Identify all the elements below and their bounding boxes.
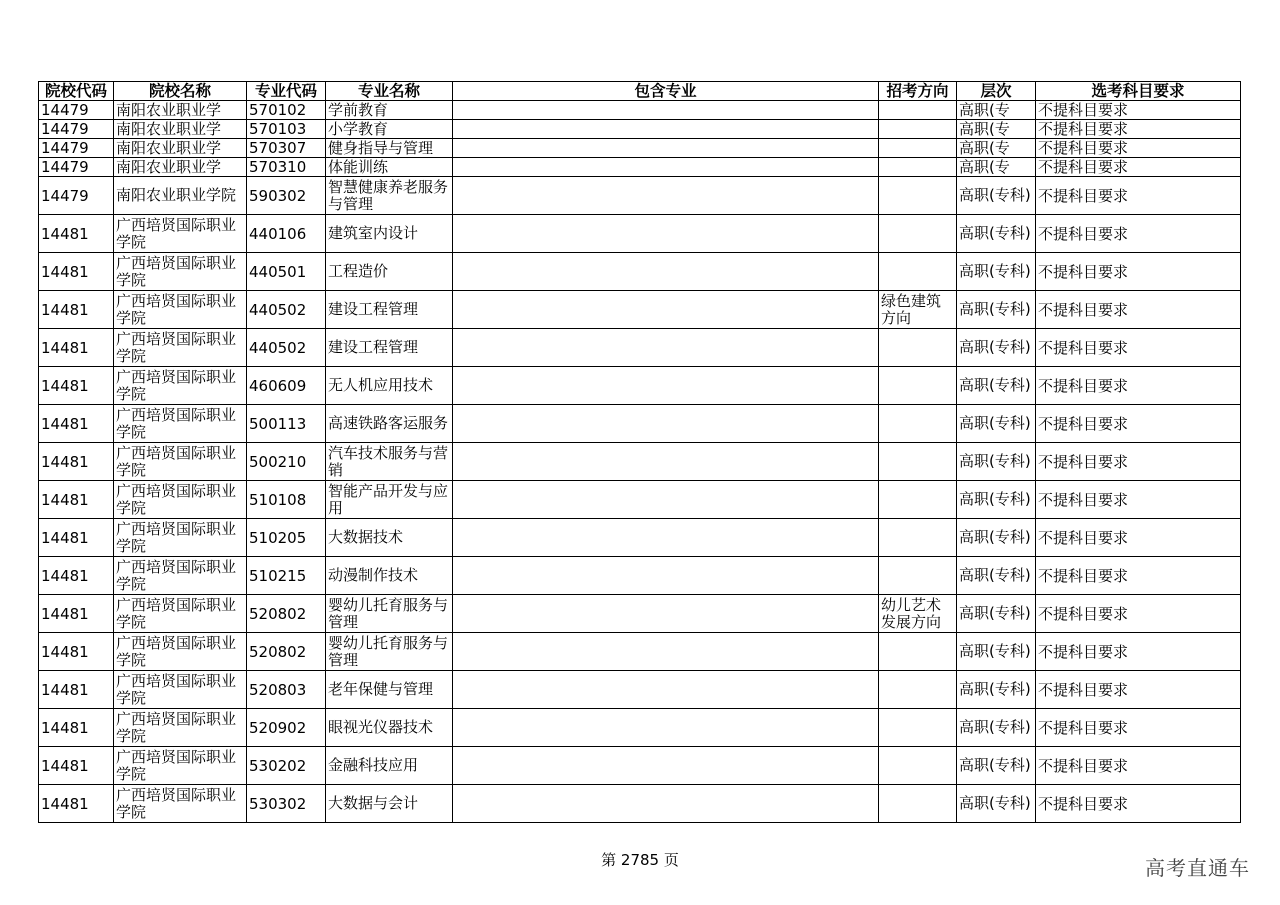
cell-requirement: 不提科目要求 (1036, 747, 1241, 785)
cell-school-name: 广西培贤国际职业学院 (114, 443, 247, 481)
cell-major-name: 眼视光仪器技术 (326, 709, 453, 747)
cell-major-name: 动漫制作技术 (326, 557, 453, 595)
cell-level: 高职(专科) (957, 595, 1036, 633)
cell-school-code: 14481 (39, 405, 114, 443)
cell-school-name: 广西培贤国际职业学院 (114, 595, 247, 633)
cell-direction: 绿色建筑方向 (879, 291, 957, 329)
cell-requirement: 不提科目要求 (1036, 405, 1241, 443)
table-row (39, 120, 1241, 139)
cell-requirement: 不提科目要求 (1036, 671, 1241, 709)
cell-level: 高职(专 (957, 139, 1036, 158)
cell-direction (879, 329, 957, 367)
cell-requirement: 不提科目要求 (1036, 253, 1241, 291)
cell-major-name: 建设工程管理 (326, 329, 453, 367)
cell-school-name: 广西培贤国际职业学院 (114, 367, 247, 405)
cell-requirement: 不提科目要求 (1036, 158, 1241, 177)
cell-school-name: 广西培贤国际职业学院 (114, 633, 247, 671)
cell-level: 高职(专科) (957, 709, 1036, 747)
cell-school-code: 14481 (39, 367, 114, 405)
cell-major-name: 无人机应用技术 (326, 367, 453, 405)
cell-direction (879, 557, 957, 595)
cell-school-code: 14481 (39, 519, 114, 557)
cell-included-majors (453, 367, 879, 405)
cell-major-code: 440502 (247, 291, 326, 329)
cell-school-name: 广西培贤国际职业学院 (114, 709, 247, 747)
cell-school-name: 广西培贤国际职业学院 (114, 405, 247, 443)
cell-level: 高职(专科) (957, 253, 1036, 291)
cell-school-code: 14479 (39, 139, 114, 158)
cell-school-code: 14481 (39, 481, 114, 519)
cell-major-name: 智能产品开发与应用 (326, 481, 453, 519)
cell-major-code: 520802 (247, 595, 326, 633)
cell-major-name: 高速铁路客运服务 (326, 405, 453, 443)
cell-school-name: 南阳农业职业学 (114, 139, 247, 158)
cell-direction: 幼儿艺术发展方向 (879, 595, 957, 633)
cell-school-code: 14479 (39, 158, 114, 177)
table-row (39, 291, 1241, 329)
cell-included-majors (453, 519, 879, 557)
table-row (39, 633, 1241, 671)
table-row (39, 101, 1241, 120)
cell-level: 高职(专科) (957, 177, 1036, 215)
cell-included-majors (453, 747, 879, 785)
cell-major-code: 500210 (247, 443, 326, 481)
cell-included-majors (453, 120, 879, 139)
cell-included-majors (453, 595, 879, 633)
page-number: 第 2785 页 (601, 851, 679, 869)
cell-major-code: 570103 (247, 120, 326, 139)
cell-school-code: 14481 (39, 671, 114, 709)
cell-school-name: 南阳农业职业学 (114, 158, 247, 177)
cell-school-name: 广西培贤国际职业学院 (114, 785, 247, 823)
cell-requirement: 不提科目要求 (1036, 120, 1241, 139)
cell-major-name: 小学教育 (326, 120, 453, 139)
cell-included-majors (453, 139, 879, 158)
table-row (39, 329, 1241, 367)
cell-direction (879, 785, 957, 823)
cell-major-name: 大数据与会计 (326, 785, 453, 823)
header-direction: 招考方向 (879, 82, 957, 101)
cell-direction (879, 519, 957, 557)
cell-included-majors (453, 785, 879, 823)
cell-school-name: 广西培贤国际职业学院 (114, 481, 247, 519)
cell-direction (879, 101, 957, 120)
cell-major-name: 建设工程管理 (326, 291, 453, 329)
table-row (39, 443, 1241, 481)
cell-included-majors (453, 443, 879, 481)
cell-major-name: 金融科技应用 (326, 747, 453, 785)
cell-major-code: 440106 (247, 215, 326, 253)
cell-major-code: 590302 (247, 177, 326, 215)
cell-level: 高职(专科) (957, 481, 1036, 519)
cell-school-code: 14479 (39, 120, 114, 139)
cell-major-name: 体能训练 (326, 158, 453, 177)
cell-major-name: 学前教育 (326, 101, 453, 120)
cell-requirement: 不提科目要求 (1036, 557, 1241, 595)
cell-school-code: 14481 (39, 633, 114, 671)
cell-requirement: 不提科目要求 (1036, 519, 1241, 557)
cell-requirement: 不提科目要求 (1036, 291, 1241, 329)
cell-major-name: 婴幼儿托育服务与管理 (326, 633, 453, 671)
cell-school-name: 广西培贤国际职业学院 (114, 747, 247, 785)
cell-school-name: 广西培贤国际职业学院 (114, 253, 247, 291)
table-row (39, 405, 1241, 443)
cell-requirement: 不提科目要求 (1036, 101, 1241, 120)
cell-requirement: 不提科目要求 (1036, 215, 1241, 253)
cell-direction (879, 120, 957, 139)
cell-school-name: 广西培贤国际职业学院 (114, 329, 247, 367)
cell-major-code: 520803 (247, 671, 326, 709)
cell-level: 高职(专科) (957, 633, 1036, 671)
cell-direction (879, 405, 957, 443)
cell-school-name: 南阳农业职业学院 (114, 177, 247, 215)
table-row (39, 215, 1241, 253)
cell-included-majors (453, 177, 879, 215)
cell-major-code: 530302 (247, 785, 326, 823)
cell-level: 高职(专科) (957, 367, 1036, 405)
cell-level: 高职(专 (957, 158, 1036, 177)
cell-requirement: 不提科目要求 (1036, 367, 1241, 405)
cell-major-code: 520802 (247, 633, 326, 671)
table-header-row (39, 82, 1241, 101)
cell-level: 高职(专 (957, 120, 1036, 139)
cell-school-name: 南阳农业职业学 (114, 101, 247, 120)
cell-major-name: 老年保健与管理 (326, 671, 453, 709)
cell-level: 高职(专科) (957, 747, 1036, 785)
table-row (39, 481, 1241, 519)
cell-level: 高职(专科) (957, 557, 1036, 595)
cell-major-name: 工程造价 (326, 253, 453, 291)
cell-direction (879, 158, 957, 177)
header-included-majors: 包含专业 (453, 82, 879, 101)
cell-school-code: 14479 (39, 101, 114, 120)
cell-major-code: 510215 (247, 557, 326, 595)
cell-direction (879, 177, 957, 215)
cell-school-code: 14481 (39, 557, 114, 595)
header-major-code: 专业代码 (247, 82, 326, 101)
header-school-name: 院校名称 (114, 82, 247, 101)
cell-school-name: 广西培贤国际职业学院 (114, 557, 247, 595)
cell-included-majors (453, 158, 879, 177)
cell-included-majors (453, 291, 879, 329)
watermark: 高考直通车 (1145, 856, 1250, 880)
cell-major-code: 570307 (247, 139, 326, 158)
cell-direction (879, 747, 957, 785)
cell-major-name: 健身指导与管理 (326, 139, 453, 158)
cell-major-code: 530202 (247, 747, 326, 785)
cell-level: 高职(专科) (957, 785, 1036, 823)
cell-major-name: 大数据技术 (326, 519, 453, 557)
cell-level: 高职(专科) (957, 291, 1036, 329)
cell-level: 高职(专科) (957, 443, 1036, 481)
cell-requirement: 不提科目要求 (1036, 709, 1241, 747)
cell-major-name: 汽车技术服务与营销 (326, 443, 453, 481)
cell-level: 高职(专科) (957, 519, 1036, 557)
table-row (39, 671, 1241, 709)
cell-major-code: 570310 (247, 158, 326, 177)
cell-level: 高职(专科) (957, 671, 1036, 709)
table-row (39, 519, 1241, 557)
table-row (39, 158, 1241, 177)
cell-requirement: 不提科目要求 (1036, 139, 1241, 158)
cell-school-code: 14481 (39, 747, 114, 785)
cell-direction (879, 633, 957, 671)
cell-included-majors (453, 709, 879, 747)
cell-level: 高职(专科) (957, 405, 1036, 443)
cell-included-majors (453, 481, 879, 519)
cell-school-code: 14481 (39, 329, 114, 367)
cell-requirement: 不提科目要求 (1036, 177, 1241, 215)
cell-school-name: 广西培贤国际职业学院 (114, 215, 247, 253)
table-row (39, 139, 1241, 158)
cell-school-code: 14481 (39, 785, 114, 823)
cell-major-name: 智慧健康养老服务与管理 (326, 177, 453, 215)
cell-included-majors (453, 405, 879, 443)
cell-major-code: 440502 (247, 329, 326, 367)
cell-included-majors (453, 329, 879, 367)
cell-direction (879, 139, 957, 158)
cell-school-code: 14481 (39, 291, 114, 329)
admission-table (38, 81, 1241, 823)
table-row (39, 253, 1241, 291)
table-row (39, 785, 1241, 823)
cell-direction (879, 481, 957, 519)
table-row (39, 595, 1241, 633)
cell-direction (879, 367, 957, 405)
cell-major-code: 440501 (247, 253, 326, 291)
cell-included-majors (453, 101, 879, 120)
cell-major-code: 460609 (247, 367, 326, 405)
cell-direction (879, 443, 957, 481)
cell-school-code: 14481 (39, 253, 114, 291)
cell-included-majors (453, 671, 879, 709)
cell-requirement: 不提科目要求 (1036, 595, 1241, 633)
cell-included-majors (453, 557, 879, 595)
cell-major-name: 建筑室内设计 (326, 215, 453, 253)
cell-major-code: 510108 (247, 481, 326, 519)
cell-direction (879, 253, 957, 291)
header-requirement: 选考科目要求 (1036, 82, 1241, 101)
cell-requirement: 不提科目要求 (1036, 329, 1241, 367)
cell-direction (879, 709, 957, 747)
cell-included-majors (453, 253, 879, 291)
cell-level: 高职(专科) (957, 215, 1036, 253)
cell-school-name: 广西培贤国际职业学院 (114, 291, 247, 329)
cell-level: 高职(专科) (957, 329, 1036, 367)
cell-level: 高职(专 (957, 101, 1036, 120)
table-row (39, 709, 1241, 747)
cell-direction (879, 215, 957, 253)
cell-school-code: 14481 (39, 215, 114, 253)
table-row (39, 367, 1241, 405)
cell-school-code: 14481 (39, 709, 114, 747)
cell-major-code: 520902 (247, 709, 326, 747)
table-body (39, 101, 1241, 823)
table-row (39, 747, 1241, 785)
table-row (39, 177, 1241, 215)
cell-requirement: 不提科目要求 (1036, 633, 1241, 671)
table-row (39, 557, 1241, 595)
header-level: 层次 (957, 82, 1036, 101)
cell-major-code: 510205 (247, 519, 326, 557)
cell-major-code: 500113 (247, 405, 326, 443)
cell-school-code: 14481 (39, 443, 114, 481)
cell-school-name: 广西培贤国际职业学院 (114, 671, 247, 709)
cell-school-code: 14481 (39, 595, 114, 633)
cell-major-name: 婴幼儿托育服务与管理 (326, 595, 453, 633)
cell-requirement: 不提科目要求 (1036, 443, 1241, 481)
cell-school-name: 南阳农业职业学 (114, 120, 247, 139)
cell-requirement: 不提科目要求 (1036, 481, 1241, 519)
cell-major-code: 570102 (247, 101, 326, 120)
cell-direction (879, 671, 957, 709)
cell-school-code: 14479 (39, 177, 114, 215)
header-school-code: 院校代码 (39, 82, 114, 101)
cell-included-majors (453, 633, 879, 671)
cell-school-name: 广西培贤国际职业学院 (114, 519, 247, 557)
header-major-name: 专业名称 (326, 82, 453, 101)
cell-requirement: 不提科目要求 (1036, 785, 1241, 823)
cell-included-majors (453, 215, 879, 253)
